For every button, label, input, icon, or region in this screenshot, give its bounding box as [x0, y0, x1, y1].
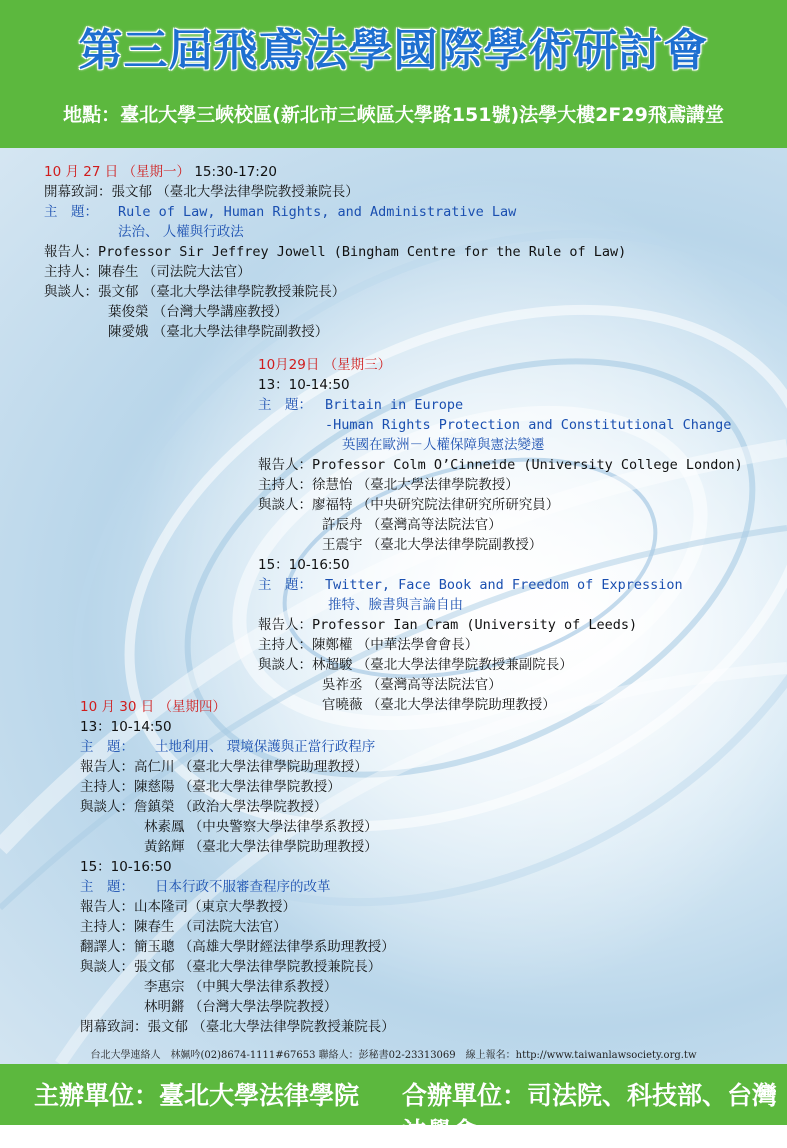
day3-weekday: （星期四） — [158, 699, 227, 715]
day2-s2-reporter: 報告人：Professor Ian Cram (University of Leeds) — [258, 617, 638, 633]
day1-time: 15:30-17:20 — [194, 164, 278, 180]
day1-weekday: （星期一） — [122, 164, 191, 180]
day2-s2-time: 15：10-16:50 — [258, 557, 350, 573]
day2-s1-moderator: 主持人：徐慧怡 （臺北大學法律學院教授） — [258, 477, 519, 493]
day1-topic-en: Rule of Law, Human Rights, and Administrative Law — [118, 204, 517, 220]
day2-s1-reporter: 報告人：Professor Colm O’Cinneide (University College London) — [258, 457, 743, 473]
day1-panelist: 與談人：張文郁 （臺北大學法律學院教授兼院長） — [44, 284, 346, 300]
contact-info: 台北大學連絡人 林姵吟(02)8674-1111#67653 聯絡人：彭秘書02-23313069 線上報名：http://www.taiwanlawsociety.org.tw — [90, 1050, 697, 1061]
footer-banner — [0, 1064, 787, 1146]
day2-s1-topic-label: 主 題： — [258, 397, 312, 413]
day3-s2-time: 15：10-16:50 — [80, 859, 172, 875]
day3-s1-topic-label: 主 題： — [80, 739, 134, 755]
day2-date-row — [258, 356, 391, 374]
day2-s2-topic-en: Twitter, Face Book and Freedom of Expression — [325, 577, 683, 593]
day1-date-row — [44, 163, 277, 181]
day2-s1-topic-zh: 英國在歐洲－人權保障與憲法變遷 — [342, 437, 545, 453]
organizer-text: 主辦單位：臺北大學法律學院 — [34, 1081, 360, 1110]
day2-s2-panelist: 吳祚丞 （臺灣高等法院法官） — [322, 677, 502, 693]
day3-s1-topic-zh: 土地利用、 環境保護與正當行政程序 — [155, 739, 376, 755]
day2-s1-panelist: 王震宇 （臺北大學法律學院副教授） — [322, 537, 543, 553]
day1-panelist: 陳愛娥 （臺北大學法律學院副教授） — [108, 324, 329, 340]
day2-s2-topic-zh: 推特、臉書與言論自由 — [328, 597, 463, 613]
day3-closing: 閉幕致詞：張文郁 （臺北大學法律學院教授兼院長） — [80, 1019, 395, 1035]
day2-s1-time: 13：10-14:50 — [258, 377, 350, 393]
day3-date-row — [80, 698, 226, 716]
day2-date: 10月29日 — [258, 357, 320, 373]
day1-topic-label: 主 題： — [44, 204, 98, 220]
day3-s2-topic-zh: 日本行政不服審查程序的改革 — [155, 879, 331, 895]
day2-s1-panelist: 許辰舟 （臺灣高等法院法官） — [322, 517, 502, 533]
day2-weekday: （星期三） — [323, 357, 392, 373]
page-title: 第三屆飛鳶法學國際學術研討會 — [78, 25, 709, 76]
day2-s2-moderator: 主持人：陳鄭權 （中華法學會會長） — [258, 637, 479, 653]
day3-s2-panelist: 李惠宗 （中興大學法律系教授） — [144, 979, 338, 995]
day1-opening: 開幕致詞：張文郁 （臺北大學法律學院教授兼院長） — [44, 184, 359, 200]
day2-s2-panelist: 官曉薇 （臺北大學法律學院助理教授） — [322, 697, 556, 713]
day3-date: 10 月 30 日 — [80, 699, 155, 715]
day3-s1-panelist: 黃銘輝 （臺北大學法律學院助理教授） — [144, 839, 378, 855]
day3-s2-translator: 翻譯人：簡玉聰 （高雄大學財經法律學系助理教授） — [80, 939, 395, 955]
day1-panelist: 葉俊榮 （台灣大學講座教授） — [108, 304, 288, 320]
day2-s2-topic-label: 主 題： — [258, 577, 312, 593]
co-organizer-text: 合辦單位：司法院、科技部、台灣法學會 — [402, 1081, 778, 1146]
day3-s2-topic-label: 主 題： — [80, 879, 134, 895]
day3-s2-reporter: 報告人：山本隆司（東京大學教授） — [80, 899, 296, 915]
day3-s2-panelist: 與談人：張文郁 （臺北大學法律學院教授兼院長） — [80, 959, 382, 975]
venue-text: 地點：臺北大學三峽校區(新北市三峽區大學路151號)法學大樓2F29飛鳶講堂 — [63, 104, 724, 126]
day2-s1-panelist: 與談人：廖福特 （中央研究院法律研究所研究員） — [258, 497, 560, 513]
day3-s1-panelist: 林素鳳 （中央警察大學法律學系教授） — [144, 819, 378, 835]
day3-s1-moderator: 主持人：陳慈陽 （臺北大學法律學院教授） — [80, 779, 341, 795]
day3-s1-reporter: 報告人：高仁川 （臺北大學法律學院助理教授） — [80, 759, 368, 775]
day2-s1-topic-en-sub: -Human Rights Protection and Constitutional Change — [325, 417, 732, 433]
day1-topic-zh: 法治、 人權與行政法 — [118, 224, 244, 240]
day3-s2-moderator: 主持人：陳春生 （司法院大法官） — [80, 919, 287, 935]
day2-s1-topic-en: Britain in Europe — [325, 397, 464, 413]
day1-date: 10 月 27 日 — [44, 164, 119, 180]
day2-s2-panelist: 與談人：林超駿 （臺北大學法律學院教授兼副院長） — [258, 657, 573, 673]
day3-s2-panelist: 林明鏘 （台灣大學法學院教授） — [144, 999, 338, 1015]
day1-moderator: 主持人：陳春生 （司法院大法官） — [44, 264, 251, 280]
day1-reporter: 報告人：Professor Sir Jeffrey Jowell (Bingham Centre for the Rule of Law) — [44, 244, 627, 260]
day3-s1-panelist: 與談人：詹鎮榮 （政治大學法學院教授） — [80, 799, 328, 815]
day3-s1-time: 13：10-14:50 — [80, 719, 172, 735]
